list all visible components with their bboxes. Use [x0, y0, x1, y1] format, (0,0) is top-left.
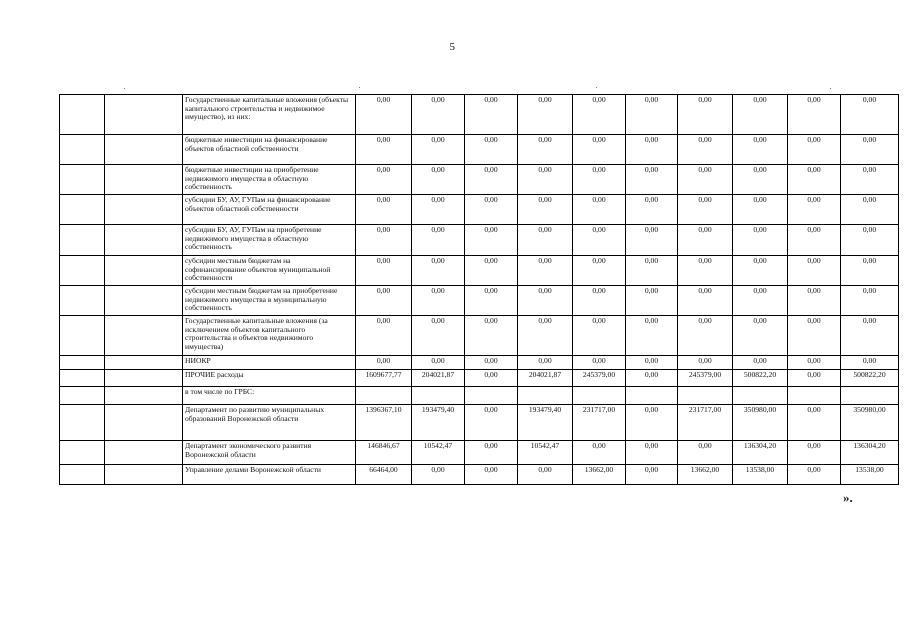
- value-cell: 193479,40: [518, 405, 573, 441]
- value-cell: 13538,00: [841, 465, 899, 485]
- value-cell: 0,00: [841, 286, 899, 316]
- value-cell: 0,00: [733, 286, 788, 316]
- empty-cell: [105, 225, 183, 256]
- value-cell: 245379,00: [573, 370, 626, 387]
- value-cell: 0,00: [518, 286, 573, 316]
- value-cell: 13662,00: [678, 465, 733, 485]
- value-cell: [841, 387, 899, 405]
- value-cell: 0,00: [733, 225, 788, 256]
- value-cell: 0,00: [518, 195, 573, 225]
- value-cell: 0,00: [841, 95, 899, 135]
- value-cell: 0,00: [626, 256, 678, 286]
- value-cell: 204021,87: [518, 370, 573, 387]
- row-label: ПРОЧИЕ расходы: [183, 370, 356, 387]
- value-cell: 146846,67: [356, 441, 412, 465]
- row-label: субсидии БУ, АУ, ГУПам на финансирование объектов областной собственности: [183, 195, 356, 225]
- value-cell: 0,00: [412, 356, 465, 370]
- value-cell: 0,00: [788, 370, 841, 387]
- value-cell: 0,00: [678, 316, 733, 356]
- value-cell: 0,00: [412, 165, 465, 195]
- value-cell: 0,00: [465, 135, 518, 165]
- value-cell: [356, 387, 412, 405]
- value-cell: 0,00: [465, 286, 518, 316]
- value-cell: 0,00: [733, 95, 788, 135]
- value-cell: 0,00: [841, 135, 899, 165]
- value-cell: 0,00: [518, 165, 573, 195]
- value-cell: 0,00: [356, 316, 412, 356]
- value-cell: 0,00: [626, 370, 678, 387]
- value-cell: 0,00: [678, 256, 733, 286]
- value-cell: 204021,87: [412, 370, 465, 387]
- value-cell: 0,00: [788, 95, 841, 135]
- empty-cell: [105, 387, 183, 405]
- empty-cell: [60, 387, 105, 405]
- empty-cell: [60, 195, 105, 225]
- value-cell: 0,00: [465, 356, 518, 370]
- value-cell: 0,00: [626, 195, 678, 225]
- value-cell: [678, 387, 733, 405]
- row-label: бюджетные инвестиции на финансирование объектов областной собственности: [183, 135, 356, 165]
- value-cell: 0,00: [678, 356, 733, 370]
- table-row: [60, 165, 899, 195]
- empty-cell: [60, 465, 105, 485]
- value-cell: 231717,00: [573, 405, 626, 441]
- value-cell: [518, 387, 573, 405]
- table-row: [60, 135, 899, 165]
- value-cell: 0,00: [573, 135, 626, 165]
- row-label: Государственные капитальные вложения (за исключением объектов капитального строительства и объектов недвижимого имущества): [183, 316, 356, 356]
- value-cell: 1396367,10: [356, 405, 412, 441]
- value-cell: 0,00: [356, 165, 412, 195]
- value-cell: 0,00: [626, 465, 678, 485]
- value-cell: 0,00: [465, 95, 518, 135]
- value-cell: 0,00: [465, 465, 518, 485]
- empty-cell: [105, 441, 183, 465]
- empty-cell: [60, 135, 105, 165]
- value-cell: 0,00: [465, 195, 518, 225]
- table-row: [60, 356, 899, 370]
- value-cell: 0,00: [678, 441, 733, 465]
- value-cell: 0,00: [412, 316, 465, 356]
- empty-cell: [60, 370, 105, 387]
- empty-cell: [60, 356, 105, 370]
- value-cell: 0,00: [356, 356, 412, 370]
- value-cell: 0,00: [518, 316, 573, 356]
- value-cell: 0,00: [356, 135, 412, 165]
- empty-cell: [60, 165, 105, 195]
- value-cell: 0,00: [841, 165, 899, 195]
- value-cell: 0,00: [678, 195, 733, 225]
- value-cell: 0,00: [573, 356, 626, 370]
- value-cell: 0,00: [518, 256, 573, 286]
- scan-mark: [124, 88, 125, 89]
- empty-cell: [60, 286, 105, 316]
- value-cell: 0,00: [356, 286, 412, 316]
- value-cell: 0,00: [678, 165, 733, 195]
- value-cell: 0,00: [465, 405, 518, 441]
- value-cell: 0,00: [518, 135, 573, 165]
- value-cell: 0,00: [356, 225, 412, 256]
- value-cell: 0,00: [356, 95, 412, 135]
- value-cell: 0,00: [678, 95, 733, 135]
- value-cell: 0,00: [678, 135, 733, 165]
- value-cell: 0,00: [626, 405, 678, 441]
- value-cell: 0,00: [678, 286, 733, 316]
- value-cell: 0,00: [465, 165, 518, 195]
- value-cell: 0,00: [788, 286, 841, 316]
- row-label: бюджетные инвестиции на приобретение недвижимого имущества в областную собственность: [183, 165, 356, 195]
- value-cell: 500822,20: [733, 370, 788, 387]
- empty-cell: [105, 370, 183, 387]
- value-cell: 0,00: [412, 225, 465, 256]
- value-cell: [465, 387, 518, 405]
- row-label: в том числе по ГРБС:: [183, 387, 356, 405]
- value-cell: 0,00: [412, 95, 465, 135]
- value-cell: 500822,20: [841, 370, 899, 387]
- value-cell: 0,00: [465, 256, 518, 286]
- value-cell: 0,00: [573, 286, 626, 316]
- value-cell: 0,00: [733, 195, 788, 225]
- value-cell: 245379,00: [678, 370, 733, 387]
- empty-cell: [105, 286, 183, 316]
- empty-cell: [60, 441, 105, 465]
- row-label: субсидии местным бюджетам на приобретение недвижимого имущества в муниципальную собственность: [183, 286, 356, 316]
- row-label: Управление делами Воронежской области: [183, 465, 356, 485]
- value-cell: 0,00: [626, 356, 678, 370]
- value-cell: 0,00: [626, 441, 678, 465]
- value-cell: 0,00: [733, 256, 788, 286]
- value-cell: 66464,00: [356, 465, 412, 485]
- value-cell: 0,00: [465, 316, 518, 356]
- value-cell: 0,00: [573, 95, 626, 135]
- value-cell: 0,00: [788, 441, 841, 465]
- empty-cell: [60, 256, 105, 286]
- value-cell: 0,00: [841, 316, 899, 356]
- closing-quote: ».: [843, 490, 853, 505]
- row-label: Государственные капитальные вложения (объекты капитального строительства и недвижимое имущество), из них:: [183, 95, 356, 135]
- value-cell: 0,00: [733, 316, 788, 356]
- value-cell: 0,00: [788, 135, 841, 165]
- table-row: [60, 256, 899, 286]
- table-row: [60, 195, 899, 225]
- value-cell: 0,00: [626, 286, 678, 316]
- budget-table: [59, 94, 899, 485]
- empty-cell: [60, 225, 105, 256]
- table-row: [60, 387, 899, 405]
- value-cell: 350980,00: [733, 405, 788, 441]
- table-row: [60, 441, 899, 465]
- table-row: [60, 316, 899, 356]
- value-cell: 0,00: [573, 225, 626, 256]
- value-cell: 0,00: [841, 256, 899, 286]
- value-cell: 0,00: [788, 256, 841, 286]
- row-label: Департамент экономического развития Воронежской области: [183, 441, 356, 465]
- scan-mark: [596, 87, 597, 88]
- value-cell: 0,00: [356, 256, 412, 286]
- value-cell: [412, 387, 465, 405]
- value-cell: 0,00: [573, 165, 626, 195]
- value-cell: 0,00: [465, 441, 518, 465]
- value-cell: 231717,00: [678, 405, 733, 441]
- value-cell: 0,00: [518, 465, 573, 485]
- value-cell: 0,00: [788, 316, 841, 356]
- value-cell: 0,00: [626, 165, 678, 195]
- value-cell: 0,00: [626, 316, 678, 356]
- empty-cell: [105, 405, 183, 441]
- scan-mark: [830, 88, 831, 89]
- table-row: [60, 225, 899, 256]
- value-cell: 0,00: [788, 356, 841, 370]
- empty-cell: [105, 256, 183, 286]
- empty-cell: [105, 135, 183, 165]
- value-cell: 0,00: [626, 135, 678, 165]
- row-label: субсидии местным бюджетам на софинансирование объектов муниципальной собственности: [183, 256, 356, 286]
- value-cell: 0,00: [841, 225, 899, 256]
- value-cell: 0,00: [788, 465, 841, 485]
- value-cell: 0,00: [626, 225, 678, 256]
- empty-cell: [60, 95, 105, 135]
- table-row: [60, 286, 899, 316]
- empty-cell: [105, 195, 183, 225]
- value-cell: [788, 387, 841, 405]
- value-cell: [573, 387, 626, 405]
- value-cell: 0,00: [788, 165, 841, 195]
- value-cell: 0,00: [518, 95, 573, 135]
- value-cell: 0,00: [573, 256, 626, 286]
- empty-cell: [105, 465, 183, 485]
- value-cell: 1609677,77: [356, 370, 412, 387]
- value-cell: [626, 387, 678, 405]
- value-cell: 0,00: [573, 441, 626, 465]
- table-row: [60, 465, 899, 485]
- value-cell: 0,00: [788, 195, 841, 225]
- value-cell: 10542,47: [518, 441, 573, 465]
- value-cell: 0,00: [412, 135, 465, 165]
- value-cell: 350980,00: [841, 405, 899, 441]
- value-cell: 0,00: [412, 256, 465, 286]
- value-cell: 0,00: [518, 225, 573, 256]
- value-cell: 0,00: [518, 356, 573, 370]
- empty-cell: [105, 95, 183, 135]
- empty-cell: [60, 316, 105, 356]
- value-cell: 0,00: [626, 95, 678, 135]
- value-cell: 136304,20: [841, 441, 899, 465]
- table-row: [60, 370, 899, 387]
- empty-cell: [105, 356, 183, 370]
- value-cell: 0,00: [841, 356, 899, 370]
- value-cell: 0,00: [573, 195, 626, 225]
- value-cell: 0,00: [356, 195, 412, 225]
- page-number: 5: [449, 41, 456, 53]
- row-label: субсидии БУ, АУ, ГУПам на приобретение недвижимого имущества в областную собственность: [183, 225, 356, 256]
- table-row: [60, 405, 899, 441]
- value-cell: 0,00: [733, 165, 788, 195]
- value-cell: 0,00: [465, 225, 518, 256]
- value-cell: 0,00: [573, 316, 626, 356]
- value-cell: 0,00: [412, 286, 465, 316]
- value-cell: 193479,40: [412, 405, 465, 441]
- row-label: Департамент по развитию муниципальных образований Воронежской области: [183, 405, 356, 441]
- value-cell: 0,00: [788, 405, 841, 441]
- value-cell: 13662,00: [573, 465, 626, 485]
- empty-cell: [105, 316, 183, 356]
- value-cell: 0,00: [412, 465, 465, 485]
- value-cell: 13538,00: [733, 465, 788, 485]
- value-cell: 136304,20: [733, 441, 788, 465]
- value-cell: 0,00: [465, 370, 518, 387]
- empty-cell: [60, 405, 105, 441]
- row-label: НИОКР: [183, 356, 356, 370]
- scan-mark: [359, 87, 360, 88]
- value-cell: 0,00: [733, 356, 788, 370]
- value-cell: 0,00: [788, 225, 841, 256]
- value-cell: 0,00: [412, 195, 465, 225]
- value-cell: 0,00: [678, 225, 733, 256]
- value-cell: 10542,47: [412, 441, 465, 465]
- empty-cell: [105, 165, 183, 195]
- value-cell: [733, 387, 788, 405]
- value-cell: 0,00: [841, 195, 899, 225]
- value-cell: 0,00: [733, 135, 788, 165]
- table-row: [60, 95, 899, 135]
